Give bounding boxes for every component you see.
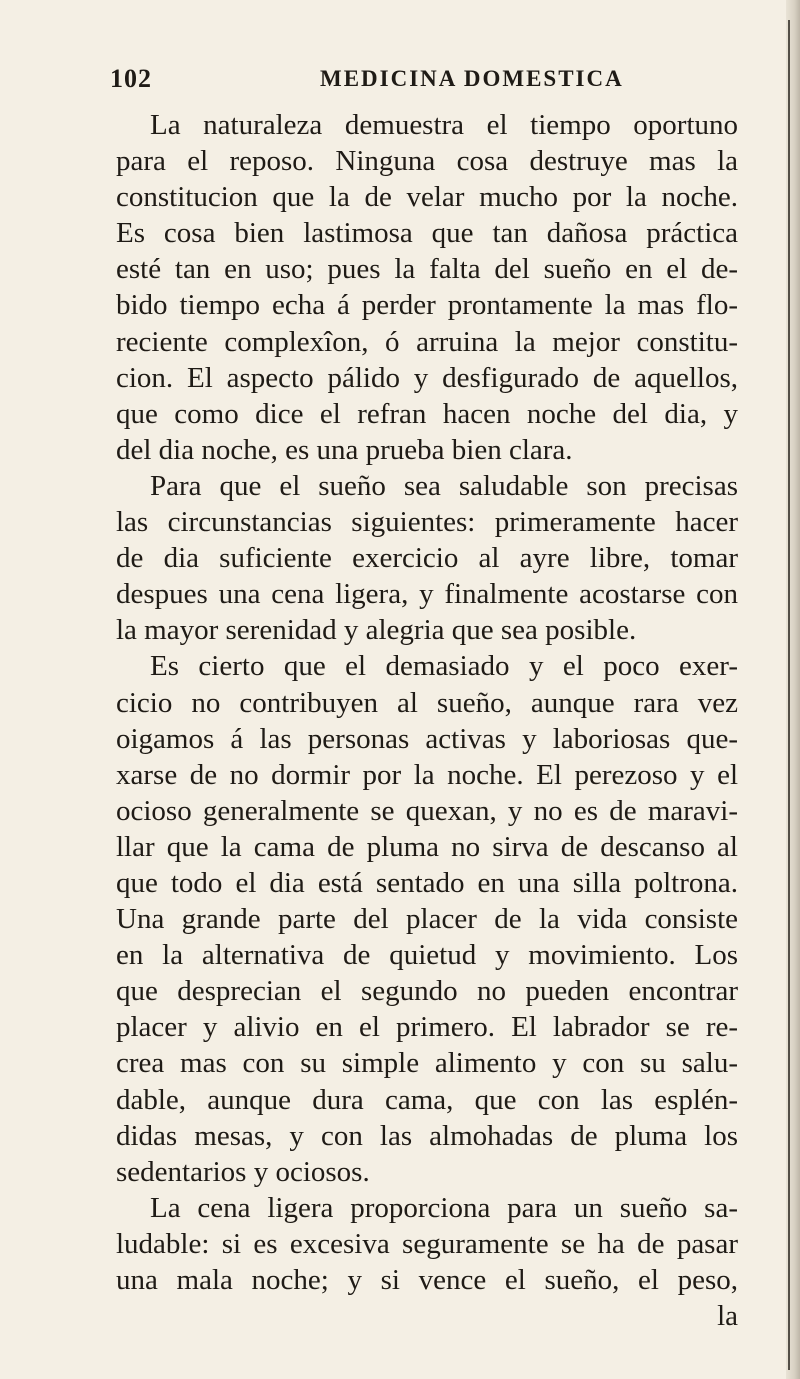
page-header [100, 56, 720, 100]
text-line: del dia noche, es una prueba bien clara. [116, 433, 573, 466]
text-line: ocioso generalmente se quexan, y no es de maravi- [116, 794, 738, 827]
text-line: que como dice el refran hacen noche del dia, y [116, 397, 738, 430]
text-line: placer y alivio en el primero. El labrador se re- [116, 1011, 738, 1044]
text-line: despues una cena ligera, y finalmente acostarse con [116, 578, 738, 611]
text-line: bido tiempo echa á perder prontamente la mas flo- [116, 289, 738, 322]
text-line: ludable: si es excesiva seguramente se ha de pasar [116, 1227, 738, 1260]
body-text [116, 107, 738, 1334]
text-line: La cena ligera proporciona para un sueño sa- [150, 1191, 738, 1224]
text-line: constitucion que la de velar mucho por la noche. [116, 181, 738, 214]
text-line: Es cosa bien lastimosa que tan dañosa práctica [116, 217, 738, 250]
text-line: de dia suficiente exercicio al ayre libre, tomar [116, 542, 738, 575]
text-line: en la alternativa de quietud y movimiento. Los [116, 939, 738, 972]
text-line: xarse de no dormir por la noche. El perezoso y el [116, 758, 738, 791]
text-line: las circunstancias siguientes: primeramente hacer [116, 506, 738, 539]
text-line: reciente complexîon, ó arruina la mejor constitu- [116, 325, 738, 358]
running-head: MEDICINA DOMESTICA [320, 66, 624, 91]
text-line: dable, aunque dura cama, que con las esplén- [116, 1083, 738, 1116]
text-line: oigamos á las personas activas y laboriosas que- [116, 722, 738, 755]
text-line: que desprecian el segundo no pueden encontrar [116, 975, 738, 1008]
text-line: cion. El aspecto pálido y desfigurado de aquellos, [116, 361, 738, 394]
page-number: 102 [110, 64, 152, 93]
page-edge-line [788, 20, 790, 1370]
text-line: que todo el dia está sentado en una silla poltrona. [116, 866, 738, 899]
text-line: Es cierto que el demasiado y el poco exer- [150, 650, 738, 683]
text-line: Una grande parte del placer de la vida consiste [116, 903, 738, 936]
text-line: crea mas con su simple alimento y con su salu- [116, 1047, 738, 1080]
text-line: la mayor serenidad y alegria que sea posible. [116, 614, 637, 647]
text-line: cicio no contribuyen al sueño, aunque rara vez [116, 686, 738, 719]
text-line: sedentarios y ociosos. [116, 1155, 370, 1188]
catchword: la [717, 1300, 738, 1333]
text-line: una mala noche; y si vence el sueño, el peso, [116, 1264, 738, 1296]
text-line: llar que la cama de pluma no sirva de descanso al [116, 830, 738, 863]
text-line: para el reposo. Ninguna cosa destruye mas la [116, 145, 738, 178]
text-line: didas mesas, y con las almohadas de pluma los [116, 1119, 738, 1152]
text-line: La naturaleza demuestra el tiempo oportuno [150, 109, 738, 141]
text-line: esté tan en uso; pues la falta del sueño en el de- [116, 253, 738, 286]
text-line: Para que el sueño sea saludable son precisas [150, 469, 738, 502]
